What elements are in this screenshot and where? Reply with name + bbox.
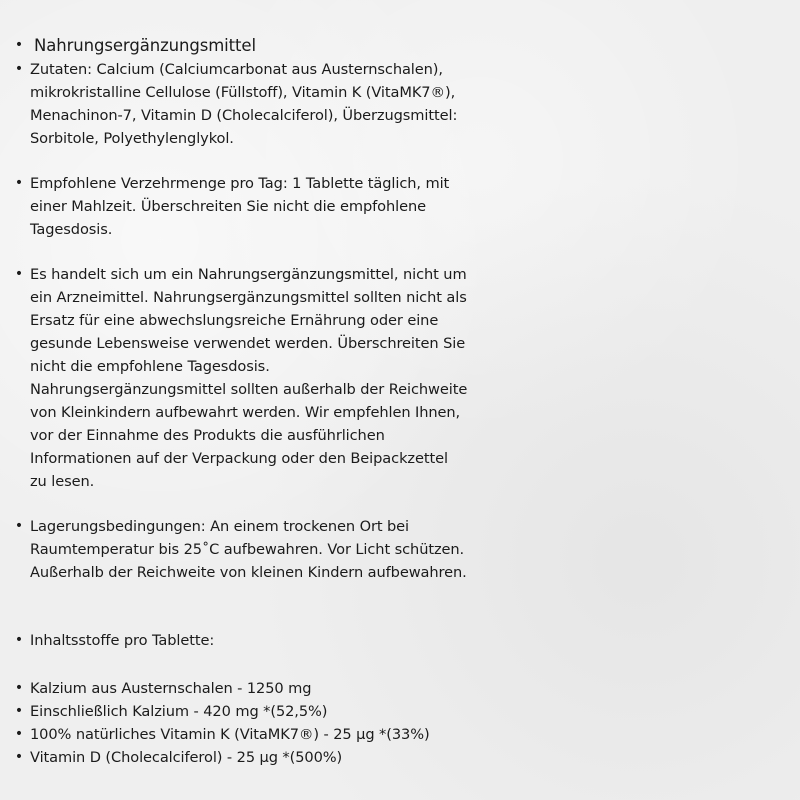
ingredients-text: Zutaten: Calcium (Calciumcarbonat aus Austernschalen), mikrokristalline Cellulose (Füllstoff), Vitamin K (VitaMK7®), Menachinon-7, Vitamin D (Cholecalciferol), Überzugsmittel: Sorbitole, Polyethylenglykol. <box>30 61 458 147</box>
list-item-vitamin-k <box>10 723 570 746</box>
list-item-disclaimer <box>10 263 570 493</box>
list-item-storage <box>10 515 570 584</box>
list-item-vitamin-d <box>10 746 570 769</box>
bullet-icon: • <box>14 175 24 191</box>
vitamin-k-text: 100% natürliches Vitamin K (VitaMK7®) - 25 µg *(33%) <box>30 726 430 743</box>
bullet-icon: • <box>14 518 24 534</box>
bullet-icon: • <box>14 632 24 648</box>
disclaimer-text: Es handelt sich um ein Nahrungsergänzungsmittel, nicht um ein Arzneimittel. Nahrungsergänzungsmittel sollten nicht als Ersatz für eine abwechslungsreiche Ernährung oder eine gesunde Lebensweise verwendet werden. Überschreiten Sie nicht die empfohlene Tagesdosis. Nahrungsergänzungsmittel sollten außerhalb der Reichweite von Kleinkindern aufbewahrt werden. Wir empfehlen Ihnen, vor der Einnahme des Produkts die ausführlichen Informationen auf der Verpackung oder den Beipackzettel zu lesen. <box>30 266 468 490</box>
bullet-icon: • <box>14 749 24 765</box>
bullet-icon: • <box>14 703 24 719</box>
bullet-icon: • <box>14 726 24 742</box>
list-item-calcium-oyster <box>10 677 570 700</box>
list-item-calcium-total <box>10 700 570 723</box>
bullet-icon: • <box>14 37 24 53</box>
calcium-total-text: Einschließlich Kalzium - 420 mg *(52,5%) <box>30 703 328 720</box>
list-item-heading <box>10 34 570 57</box>
list-item-contents-heading <box>10 629 570 652</box>
calcium-oyster-text: Kalzium aus Austernschalen - 1250 mg <box>30 680 312 697</box>
vitamin-d-text: Vitamin D (Cholecalciferol) - 25 µg *(500%) <box>30 749 343 766</box>
product-type-heading: Nahrungsergänzungsmittel <box>34 36 256 55</box>
storage-text: Lagerungsbedingungen: An einem trockenen Ort bei Raumtemperatur bis 25˚C aufbewahren. Vor Licht schützen. Außerhalb der Reichweite von kleinen Kindern aufbewahren. <box>30 518 467 581</box>
bullet-icon: • <box>14 266 24 282</box>
contents-heading-text: Inhaltsstoffe pro Tablette: <box>30 632 215 649</box>
list-item-dosage <box>10 172 570 241</box>
bullet-icon: • <box>14 61 24 77</box>
bullet-icon: • <box>14 680 24 696</box>
list-item-ingredients <box>10 58 570 150</box>
dosage-text: Empfohlene Verzehrmenge pro Tag: 1 Tablette täglich, mit einer Mahlzeit. Überschreiten Sie nicht die empfohlene Tagesdosis. <box>30 175 450 238</box>
